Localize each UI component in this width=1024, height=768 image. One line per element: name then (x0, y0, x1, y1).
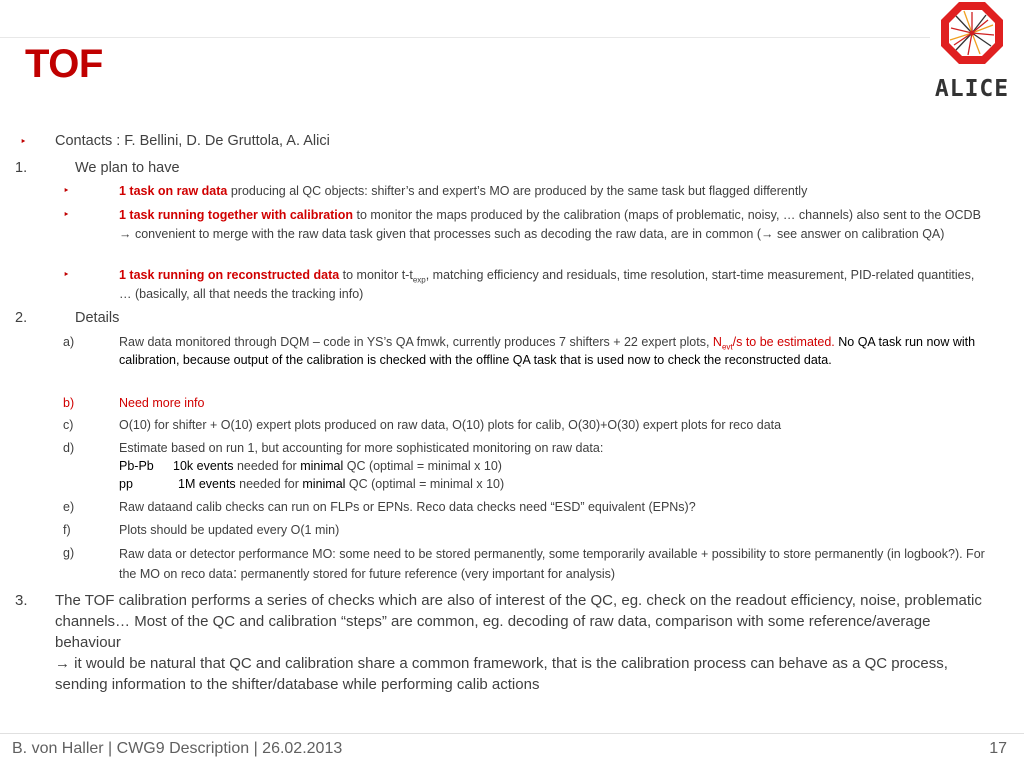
item-label: b) (63, 396, 75, 410)
plan-item-text (119, 182, 989, 201)
details-a-text: Raw data monitored through DQM – code in YS’s QA fmwk, currently produces 7 shifters + 22 expert plots, (119, 335, 713, 349)
estimate-rest: QC (optimal = minimal x 10) (345, 477, 505, 491)
plan-item-desc-cont: , matching efficiency and residuals, time resolution, start-time measurement, PID-related quantities, … (basically, all that needs the tracking info) (119, 268, 975, 301)
plan-item-text (119, 206, 989, 244)
slide-title: TOF (25, 42, 103, 86)
details-g-colon: : (232, 565, 238, 582)
calib-text: The TOF calibration performs a series of checks which are also of interest of the QC, eg. check on the readout efficiency, noise, problematic channels… Most of the QC and calibration “steps” are common, eg. decoding of raw data, comparison with some reference/average behaviour (55, 592, 982, 651)
section-number: 3. (15, 592, 28, 609)
triangle-bullet-icon: ‣ (20, 136, 27, 148)
item-label: c) (63, 418, 74, 432)
minimal-label: minimal (300, 459, 344, 473)
footer-text: B. von Haller | CWG9 Description | 26.02.2013 (12, 740, 343, 757)
triangle-bullet-icon: ‣ (63, 185, 70, 197)
section-number: 1. (15, 160, 28, 176)
plan-item-highlight: 1 task running on reconstructed data (119, 268, 340, 282)
item-label: e) (63, 500, 75, 514)
triangle-bullet-icon: ‣ (63, 269, 70, 281)
item-label: f) (63, 523, 71, 537)
details-item-text (119, 544, 989, 584)
triangle-bullet-icon: ‣ (63, 209, 70, 221)
details-g-text: Raw data or detector performance MO: some need to be stored permanently, some temporarily available + possibility to store permanently (in logbook?). For the MO on reco data (119, 547, 985, 581)
page-number: 17 (989, 740, 1007, 757)
details-d-text: Estimate based on run 1, but accounting for more sophisticated monitoring on raw data: (119, 441, 604, 455)
collision-system: Pb-Pb (119, 459, 154, 473)
details-a-note: No QA task run now with calibration, because output of the calibration is checked with the offline QA task that is used now to check the reconstructed data. (119, 335, 976, 367)
nevt-label: N (712, 335, 722, 349)
plan-item-desc: producing al QC objects: shifter’s and expert’s MO are produced by the same task but flagged differently (227, 184, 808, 198)
nevt-subscript: evt (721, 342, 733, 352)
footer-divider (0, 733, 1024, 734)
plan-item-text (119, 266, 989, 304)
estimate-rest: QC (optimal = minimal x 10) (343, 459, 502, 473)
estimate-pp (119, 475, 989, 493)
nevt-rate: /s to be estimated. (732, 335, 835, 349)
event-count: 10k events (173, 459, 234, 473)
logo-text: ALICE (934, 76, 1010, 102)
details-item-text (119, 439, 989, 493)
item-label: d) (63, 441, 75, 455)
details-heading: Details (75, 310, 120, 326)
details-item-text: Need more info (119, 396, 205, 410)
alice-logo-icon (928, 0, 1016, 104)
minimal-label: minimal (302, 477, 346, 491)
plan-item-highlight: 1 task on raw data (119, 184, 228, 198)
calib-text-block (55, 590, 985, 695)
details-item-text: Plots should be updated every O(1 min) (119, 523, 340, 537)
estimate-mid: needed for (233, 459, 301, 473)
section-number: 2. (15, 310, 28, 326)
item-label: g) (63, 546, 75, 560)
calib-conclusion: → it would be natural that QC and calibration share a common framework, that is the calibration process can behave as a QC process, sending information to the shifter/database while performing calib actions (55, 655, 948, 693)
collision-system: pp (119, 477, 133, 491)
title-divider (0, 37, 930, 38)
details-item-text: O(10) for shifter + O(10) expert plots produced on raw data, O(10) plots for calib, O(30)+O(30) expert plots for reco data (119, 418, 782, 432)
estimate-pbpb (119, 457, 989, 475)
estimate-mid: needed for (235, 477, 303, 491)
plan-heading: We plan to have (75, 160, 180, 176)
item-label: a) (63, 335, 75, 349)
details-item-text (119, 333, 989, 369)
details-g-text-cont: permanently stored for future reference (very important for analysis) (237, 567, 616, 581)
contacts-text: Contacts : F. Bellini, D. De Gruttola, A. Alici (55, 133, 330, 149)
plan-item-desc: to monitor t-t (339, 268, 413, 282)
plan-item-highlight: 1 task running together with calibration (119, 208, 354, 222)
plan-item-desc: to monitor the maps produced by the calibration (maps of problematic, noisy, … channels) also sent to the OCDB → convenient to merge with the raw data task given that processes such as decoding the raw data, are in common (→ see answer on calibration QA) (119, 208, 981, 241)
details-item-text: Raw dataand calib checks can run on FLPs or EPNs. Reco data checks need “ESD” equivalent (EPNs)? (119, 500, 696, 514)
event-count: 1M events (178, 477, 236, 491)
subscript: exp (412, 275, 426, 285)
